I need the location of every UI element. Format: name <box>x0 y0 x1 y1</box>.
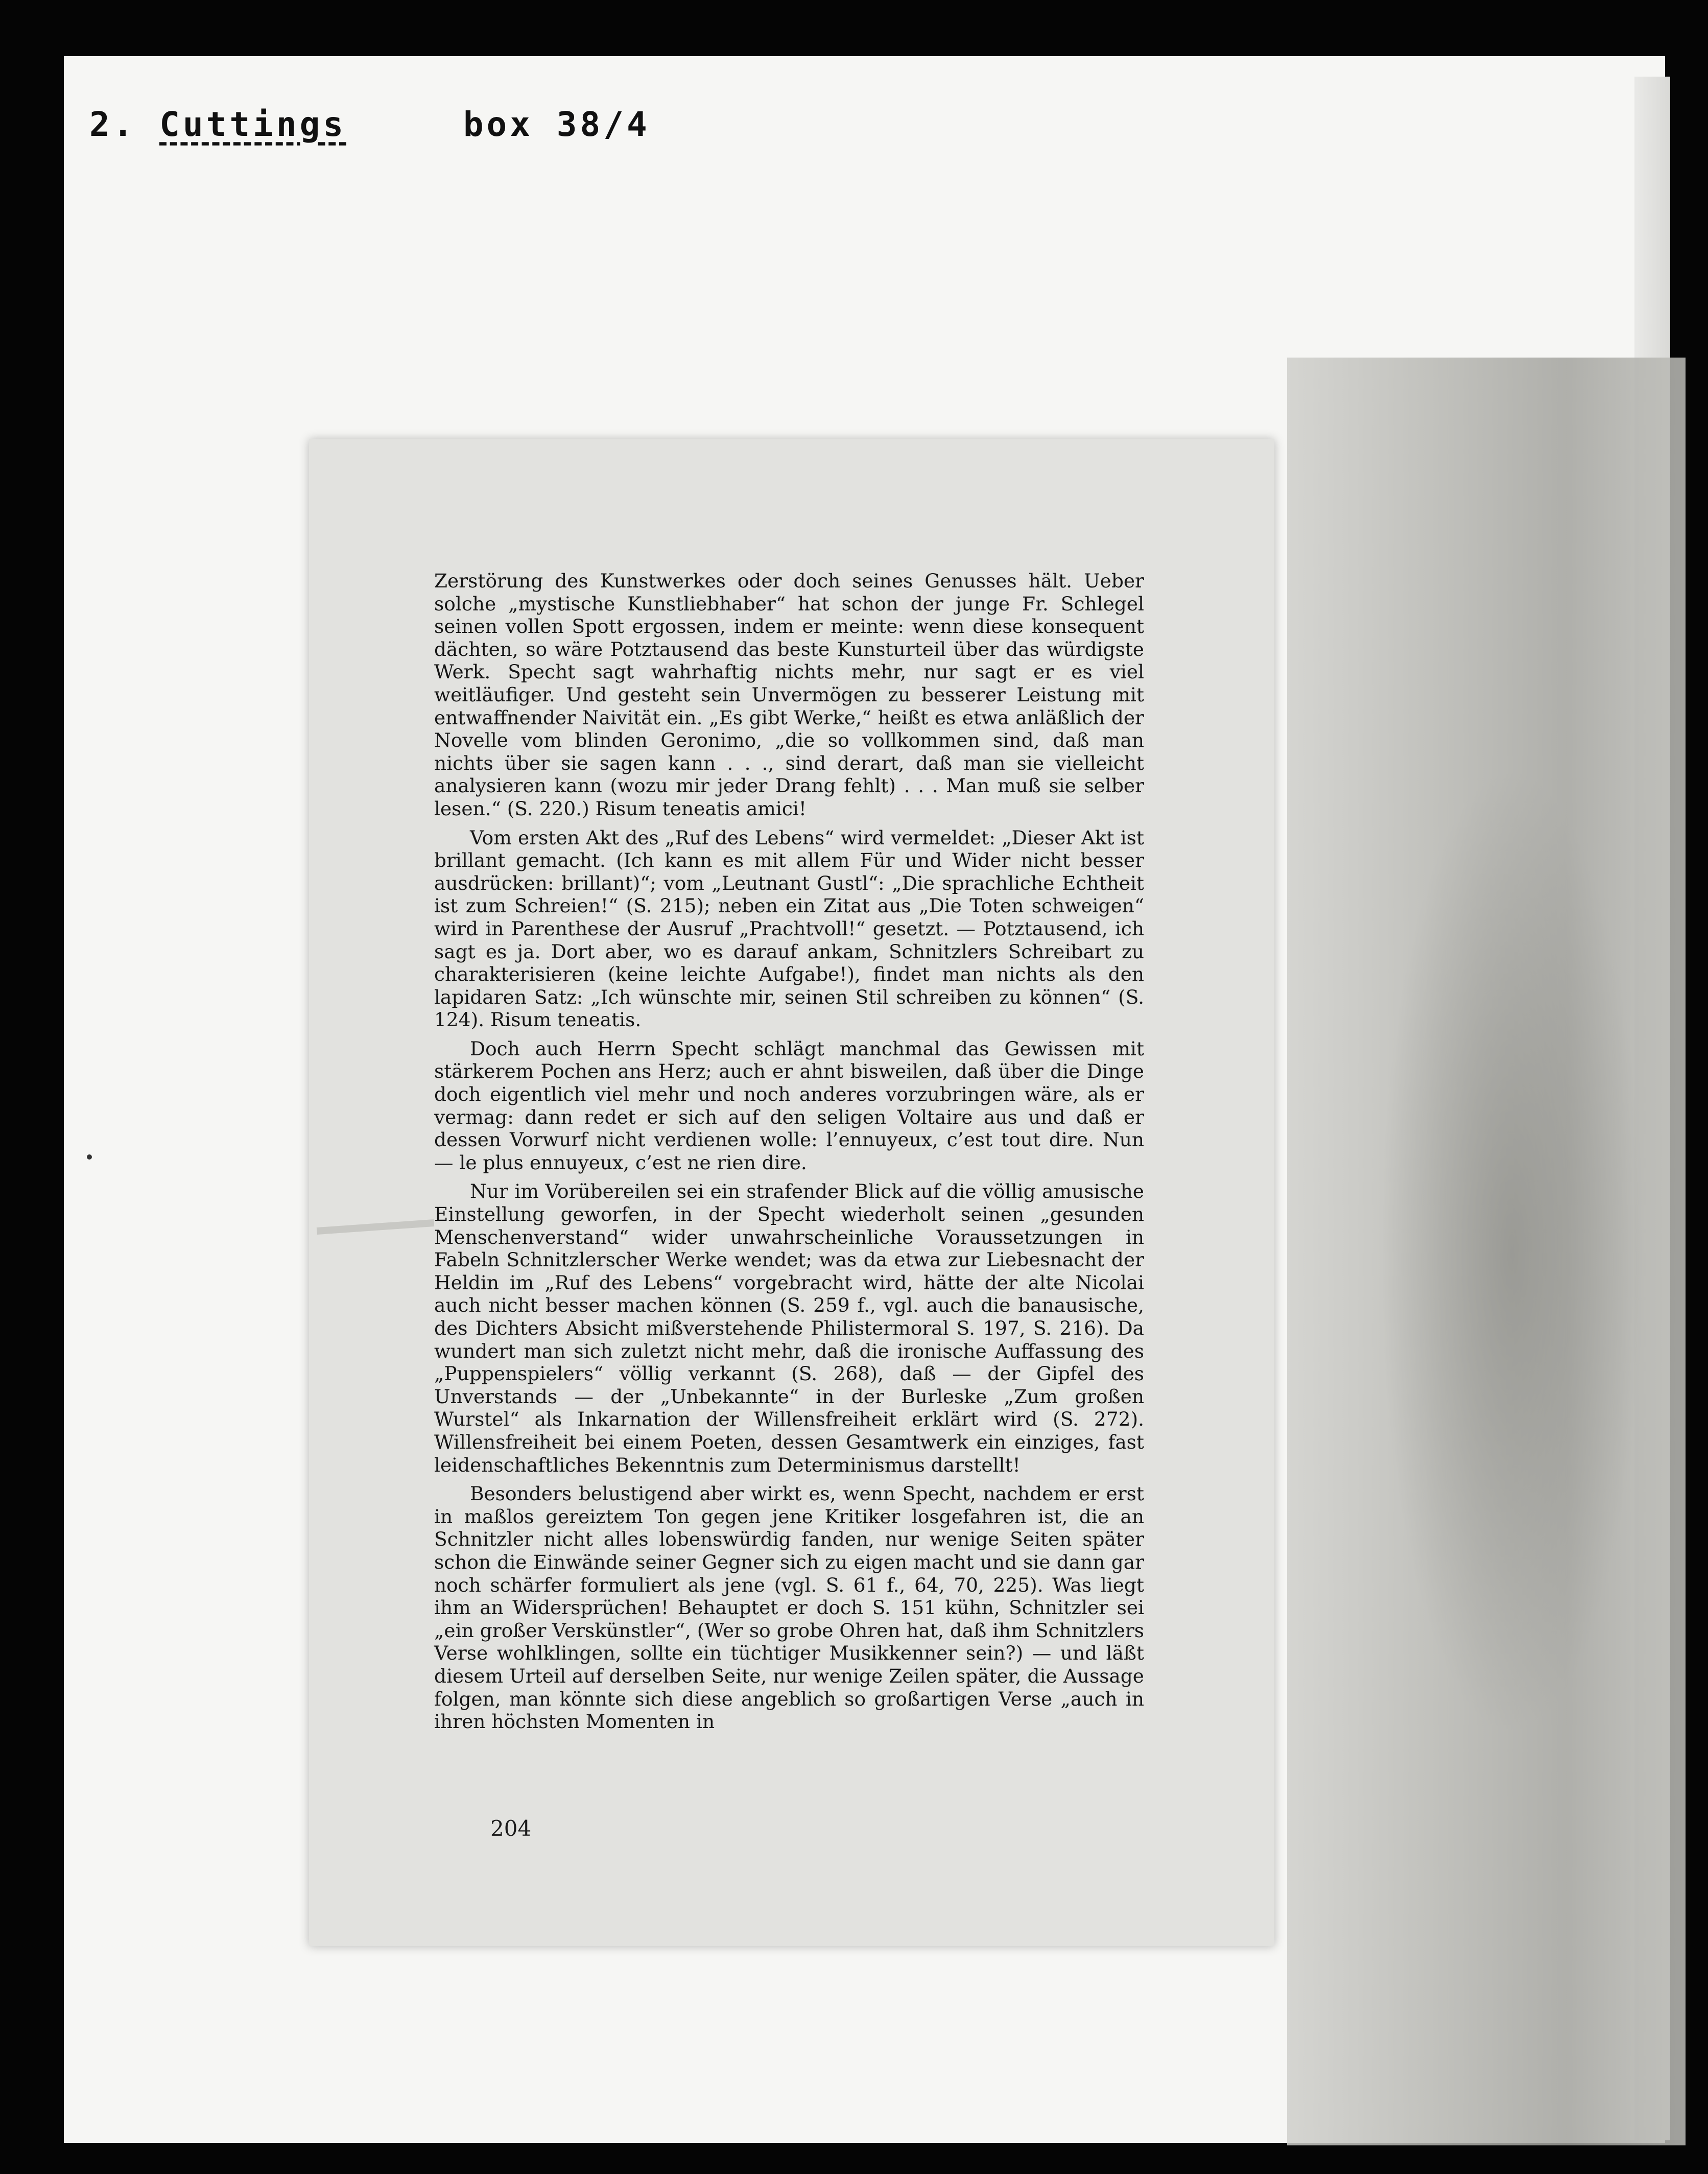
paragraph-3: Doch auch Herrn Specht schlägt manchmal das Gewissen mit stärkerem Pochen ans Herz; auch er ahnt bisweilen, daß über die Dinge doch eigentlich viel mehr und noch anderes vorzubringen wäre, als er vermag: dann redet er sich auf den seligen Voltaire aus und daß er dessen Vorwurf nicht verdienen wolle: l’ennuyeux, c’est tout dire. Nun — le plus ennuyeux, c’est ne rien dire. <box>434 1037 1144 1174</box>
archive-label <box>89 105 650 144</box>
paragraph-2: Vom ersten Akt des „Ruf des Lebens“ wird vermeldet: „Dieser Akt ist brillant gemacht. (Ich kann es mit allem Für und Wider nicht besser ausdrücken: brillant)“; vom „Leutnant Gustl“: „Die sprachliche Echtheit ist zum Schreien!“ (S. 215); neben ein Zitat aus „Die Toten schweigen“ wird in Parenthese der Ausruf „Prachtvoll!“ gesetzt. — Potztausend, ich sagt es ja. Dort aber, wo es darauf ankam, Schnitzlers Schreibart zu charakterisieren (keine leichte Aufgabe!), findet man nichts als den lapidaren Satz: „Ich wünschte mir, seinen Stil schreiben zu können“ (S. 124). Risum teneatis. <box>434 826 1144 1031</box>
paragraph-5: Besonders belustigend aber wirkt es, wenn Specht, nachdem er erst in maßlos gereiztem Ton gegen jene Kritiker losgefahren ist, die an Schnitzler nicht alles lobenswürdig fanden, nur wenige Seiten später schon die Einwände seiner Gegner sich zu eigen macht und sie dann gar noch schärfer formuliert als jene (vgl. S. 61 f., 64, 70, 225). Was liegt ihm an Widersprüchen! Behauptet er doch S. 151 kühn, Schnitzler sei „ein großer Verskünstler“, (Wer so grobe Ohren hat, daß ihm Schnitzlers Verse wohlklingen, sollte ein tüchtiger Musikkenner sein?) — und läßt diesem Urteil auf derselben Seite, nur wenige Zeilen später, die Aussage folgen, man könnte sich diese angeblich so großartigen Verse „auch in ihren höchsten Momenten in <box>434 1482 1144 1733</box>
label-number: 2. <box>89 105 136 144</box>
paragraph-1: Zerstörung des Kunstwerkes oder doch seines Genusses hält. Ueber solche „mystische Kunstliebhaber“ hat schon der junge Fr. Schlegel seinen vollen Spott ergossen, indem er meinte: wenn diese konsequent dächten, so wäre Potztausend das beste Kunsturteil über das würdigste Werk. Specht sagt wahrhaftig nichts mehr, nur sagt er es viel weitläufiger. Und gesteht sein Unvermögen zu besserer Leistung mit entwaffnender Naivität ein. „Es gibt Werke,“ heißt es etwa anläßlich der Novelle vom blinden Geronimo, „die so vollkommen sind, daß man nichts über sie sagen kann . . ., sind derart, daß man sie vielleicht analysieren kann (wozu mir jeder Drang fehlt) . . . Man muß sie selber lesen.“ (S. 220.) Risum teneatis amici! <box>434 570 1144 820</box>
page-number: 204 <box>490 1816 532 1841</box>
shadow-blotch <box>1379 766 1645 1737</box>
margin-mark <box>87 1154 92 1160</box>
label-section: Cuttings <box>159 105 347 144</box>
label-box: box 38/4 <box>463 105 650 144</box>
paragraph-4: Nur im Vorübereilen sei ein strafender Blick auf die völlig amusische Einstellung geworfen, in der Specht wiederholt seinen „gesunden Menschenverstand“ wider unwahrscheinliche Voraussetzungen in Fabeln Schnitzlerscher Werke wendet; was da etwa zur Liebesnacht der Heldin im „Ruf des Lebens“ vorgebracht wird, hätte der alte Nicolai auch nicht besser machen können (S. 259 f., vgl. auch die banausische, des Dichters Absicht mißverstehende Philistermoral S. 197, S. 216). Da wundert man sich zuletzt nicht mehr, daß die ironische Auffassung des „Puppenspielers“ völlig verkannt (S. 268), daß — der Gipfel des Unverstands — der „Unbekannte“ in der Burleske „Zum großen Wurstel“ als Inkarnation der Willensfreiheit erklärt wird (S. 272). Willensfreiheit bei einem Poeten, dessen Gesamtwerk ein einziges, fast leidenschaftliches Bekenntnis zum Determinismus darstellt! <box>434 1180 1144 1476</box>
clipping-body <box>434 570 1144 1739</box>
newspaper-clipping <box>309 439 1274 1946</box>
